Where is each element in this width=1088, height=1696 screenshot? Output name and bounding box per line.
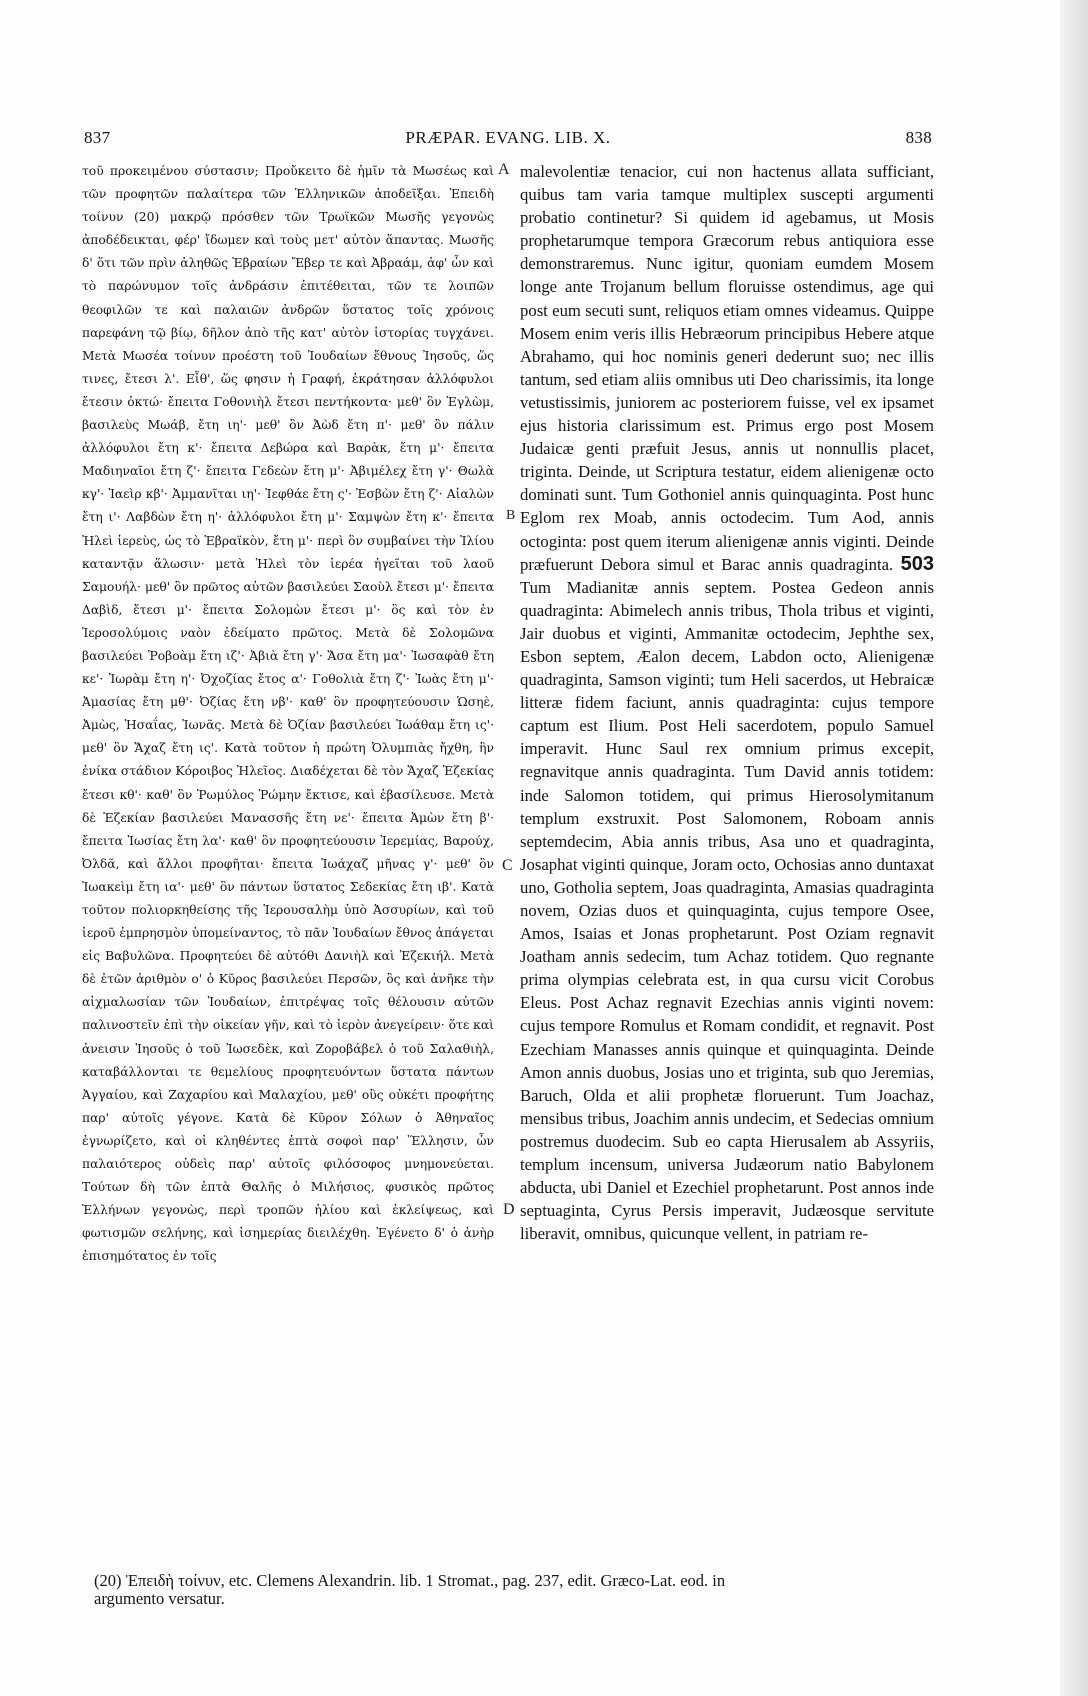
running-title: PRÆPAR. EVANG. LIB. X. [405,128,611,147]
margin-marker-b: B [506,508,516,523]
column-number: 503 [900,552,935,575]
margin-marker-d: D [503,1201,515,1218]
margin-marker-a: A [498,161,510,178]
greek-column [82,160,494,1620]
latin-text-part-2: Tum Madianitæ annis septem. Postea Gedeon annis quadraginta: Abimelech annis tribus, Thola tribus et viginti, Jair duobus et viginti, Ammanitæ octodecim, Jephthe sex, Esbon septem, Æalon decem, Labdon octo, Alienigenæ quadraginta, Samson viginti; tum Heli sacerdos, ut Hebraicæ litteræ fidem faciunt, annis quadraginta: cujus tempore captum est Ilium. Post Heli sacerdotem, populo Samuel imperavit. Hunc Saul rex omnium primus excepit, regnavitque annis quadraginta. Tum David annis totidem: inde Salomon totidem, qui primus Hierosolymitanum templum exstruxit. Post Salomonem, Roboam annis septemdecim, Abia annis tribus, Asa uno et quadraginta, Josaphat viginti quinque, Joram octo, Ochosias anno duntaxat uno, Gotholia septem, Joas quadraginta, Amasias quadraginta novem, Ozias duos et quinquaginta, cujus tempore Osee, Amos, Isaias et Jonas prophetarunt. Post Oziam regnavit Joatham annis sedecim, tum Achaz totidem. Quo regnante prima olympias celebrata est, in qua cursu vicit Corobus Eleus. Post Achaz regnavit Ezechias annis viginti novem: cujus tempore Romulus et Romam condidit, et regnavit. Post Ezechiam Manasses annis quinque et quinquaginta. Deinde Amon annis duobus, Josias uno et triginta, sub quo Jeremias, Baruch, Olda et alii prophetæ floruerunt. Tum Joachaz, mensibus tribus, Joachim annis undecim, et Sedecias omnium postremus duodecim. Sub eo capta Hierusalem ab Assyriis, templum incensum, universa Judæorum natio Babylonem abducta, ubi Daniel et Ezechiel prophetarunt. Post annos inde septuaginta, Cyrus Persis imperavit, Judæosque servitute liberavit, omnibus, quicunque vellent, in patriam re- [520,577,934,1244]
footnote [94,1572,936,1608]
latin-column [520,160,934,1620]
latin-text [520,160,934,1245]
footnote-line-1: (20) Ἐπειδὴ τοίνυν, etc. Clemens Alexandrin. lib. 1 Stromat., pag. 237, edit. Græco-Lat. eod. in [94,1571,726,1590]
page-edge-shadow [1060,0,1088,1696]
footnote-line-2: argumento versatur. [94,1589,225,1608]
page-number-right: 838 [905,128,932,147]
greek-text: τοῦ προκειμένου σύστασιν; Προὔκειτο δὲ ἡμῖν τὰ Μωσέως καὶ τῶν προφητῶν παλαίτερα τῶν Ἑλληνικῶν ἀποδεῖξαι. Ἐπειδὴ τοίνυν (20) μακρῷ πρόσθεν τῶν Τρωϊκῶν Μωσῆς γεγονὼς ἀποδέδεικται, φέρ' ἴδωμεν καὶ τοὺς μετ' αὐτὸν ἅπαντας. Μωσῆς δ' ὅτι τῶν πρὶν ἀληθῶς Ἑβραίων Ἔβερ τε καὶ Ἀβραάμ, ἀφ' ὧν καὶ τὸ παρώνυμον τοῖς ἀνδράσιν ἐπιτέθειται, τῶν τε λοιπῶν θεοφιλῶν τε καὶ παλαιῶν ἀνδρῶν ὕστατος τοῖς χρόνοις παρεφάνη τῷ βίῳ, δῆλον ἀπὸ τῆς κατ' αὐτὸν ἱστορίας τυγχάνει. Μετὰ Μωσέα τοίνυν προέστη τοῦ Ἰουδαίων ἔθνους Ἰησοῦς, ὥς τινες, ἔτεσι λ'. Εἶθ', ὥς φησιν ἡ Γραφή, ἐκράτησαν ἀλλόφυλοι ἔτεσιν ὀκτώ· ἔπειτα Γοθονιὴλ ἔτεσι πεντήκοντα· μεθ' ὃν Ἐγλὼμ, βασιλεὺς Μωάβ, ἔτη ιη'· μεθ' ὃν Ἀὼδ ἔτη π'· μεθ' ὃν πάλιν ἀλλόφυλοι ἔτη κ'· ἔπειτα Δεβώρα καὶ Βαρὰκ, ἔτη μ'· ἔπειτα Μαδιηναῖοι ἔτη ζ'· ἔπειτα Γεδεὼν ἔτη μ'· Ἀβιμέλεχ ἔτη γ'· Θωλὰ κγ'· Ἰαεὶρ κβ'· Ἀμμανῖται ιη'· Ἰεφθάε ἔτη ς'· Ἐσβὼν ἔτη ζ'· Αἰαλὼν ἔτη ι'· Λαβδὼν ἔτη η'· ἀλλόφυλοι ἔτη μ'· Σαμψὼν ἔτη κ'· ἔπειτα Ἠλεὶ ἱερεὺς, ὡς τὸ Ἑβραϊκὸν, ἔτη μ'· περὶ ὃν συμβαίνει τὴν Ἰλίου καταντᾷν ἅλωσιν· μετὰ Ἠλεὶ τὸν ἱερέα ἡγεῖται τοῦ λαοῦ Σαμουήλ· μεθ' ὃν πρῶτος αὐτῶν βασιλεύει Σαοὺλ ἔτεσι μ'· ἔπειτα Δαβὶδ, ἔτεσι μ'· ἔπειτα Σολομὼν ἔτεσι μ'· ὃς καὶ τὸν ἐν Ἱεροσολύμοις ναὸν ἐδείματο πρῶτος. Μετὰ δὲ Σολομῶνα βασιλεύει Ῥοβοὰμ ἔτη ιζ'· Ἀβιὰ ἔτη γ'· Ἄσα ἔτη μα'· Ἰωσαφὰθ ἔτη κε'· Ἰωρὰμ ἔτη η'· Ὀχοζίας ἔτος α'· Γοθολιὰ ἔτη ζ'· Ἰωὰς ἔτη μ'· Ἀμασίας ἔτη μθ'· Ὀζίας ἔτη νβ'· καθ' ὃν προφητεύουσιν Ὡσηὲ, Ἀμὼς, Ἡσαΐας, Ἰωνᾶς. Μετὰ δὲ Ὀζίαν βασιλεύει Ἰωάθαμ ἔτη ις'· μεθ' ὃν Ἄχαζ ἔτη ις'. Κατὰ τοῦτον ἡ πρώτη Ὀλυμπιὰς ἤχθη, ἣν ἐνίκα στάδιον Κόροιβος Ἠλεῖος. Διαδέχεται δὲ τὸν Ἄχαζ Ἐζεκίας ἔτεσι κθ'· καθ' ὃν Ῥωμύλος Ῥώμην ἔκτισε, καὶ ἐβασίλευσε. Μετὰ δὲ Ἐζεκίαν βασιλεύει Μανασσῆς ἔτη νε'· ἔπειτα Ἀμὼν ἔτη β'· ἔπειτα Ἰωσίας ἔτη λα'· καθ' ὃν προφητεύουσιν Ἱερεμίας, Βαρούχ, Ὀλδᾶ, καὶ ἄλλοι προφῆται· ἔπειτα Ἰωάχαζ μῆνας γ'· μεθ' ὃν Ἰωακεὶμ ἔτη ια'· μεθ' ὃν πάντων ὕστατος Σεδεκίας ἔτη ιβ'. Κατὰ τοῦτον πολιορκηθείσης τῆς Ἱερουσαλὴμ ὑπὸ Ἀσσυρίων, καὶ τοῦ ἱεροῦ ἐμπρησμὸν ὑπομείναντος, τὸ πᾶν Ἰουδαίων ἔθνος ἀπάγεται εἰς Βαβυλῶνα. Προφητεύει δὲ αὐτόθι Δανιὴλ καὶ Ἐζεκιήλ. Μετὰ δὲ ἐτῶν ἀριθμὸν ο' ὁ Κῦρος βασιλεύει Περσῶν, ὃς καὶ ἀνῆκε τὴν αἰχμαλωσίαν τῶν Ἰουδαίων, ἐπιτρέψας τοῖς θέλουσιν αὐτῶν παλινοστεῖν ἐπὶ τὴν οἰκείαν γῆν, καὶ τὸ ἱερὸν ἀνεγείρειν· ὅτε καὶ ἀνεισιν Ἰησοῦς ὁ τοῦ Ἰωσεδὲκ, καὶ Ζοροβάβελ ὁ τοῦ Σαλαθιὴλ, καταβάλλονται τε θεμελίους προφητευόντων ὕστατα πάντων Ἀγγαίου, καὶ Ζαχαρίου καὶ Μαλαχίου, μεθ' οὓς οὐκέτι προφήτης παρ' αὐτοῖς γέγονε. Κατὰ δὲ Κῦρον Σόλων ὁ Ἀθηναῖος ἐγνωρίζετο, καὶ οἱ κληθέντες ἑπτὰ σοφοὶ παρ' Ἕλλησιν, ὧν παλαιότερος οὐδεὶς παρ' αὐτοῖς φιλόσοφος μνημονεύεται. Τούτων δὴ τῶν ἑπτὰ Θαλῆς ὁ Μιλήσιος, φυσικὸς πρῶτος Ἑλλήνων γεγονὼς, περὶ τροπῶν ἡλίου καὶ ἐκλείψεως, καὶ φωτισμῶν σελήνης, καὶ ἰσημερίας διειλέχθη. Ἐγένετο δ' ὁ ἀνὴρ ἐπισημότατος ἐν τοῖς [82,164,494,1264]
margin-marker-c: C [502,857,513,874]
running-header [84,128,932,156]
page-number-left: 837 [84,128,111,147]
latin-text-part-1: malevolentiæ tenacior, cui non hactenus allata sufficiant, quibus tam varia tamque multiplex suscepti argumenti probatio continetur? Si quidem id agebamus, ut Mosis prophetarumque tempora Græcorum rebus antiquiora esse demonstraremus. Nunc igitur, quoniam eumdem Mosem longe ante Trojanum bellum floruisse ostendimus, age qui post eum secuti sunt, reliquos etiam omnes videamus. Quippe Mosem enim veris illis Hebræorum principibus Hebere atque Abrahamo, qui hoc nominis generi dederunt suo; nec illis tantum, sed etiam aliis omnibus uti Deo charissimis, ita longe vetustissimis, juniorem ac posteriorem fuisse, vel ex ipsamet ejus historia clarissimum est. Primus ergo post Mosem Judaicæ genti præfuit Jesus, annis ut nonnullis placet, triginta. Deinde, ut Scriptura testatur, eidem alienigenæ octo dominati sunt. Tum Gothoniel annis quinquaginta. Post hunc Eglom rex Moab, annis octodecim. Tum Aod, annis octoginta: post quem iterum alienigenæ annis viginti. Deinde præfuerunt Debora simul et Barac annis quadraginta. [520,162,934,574]
